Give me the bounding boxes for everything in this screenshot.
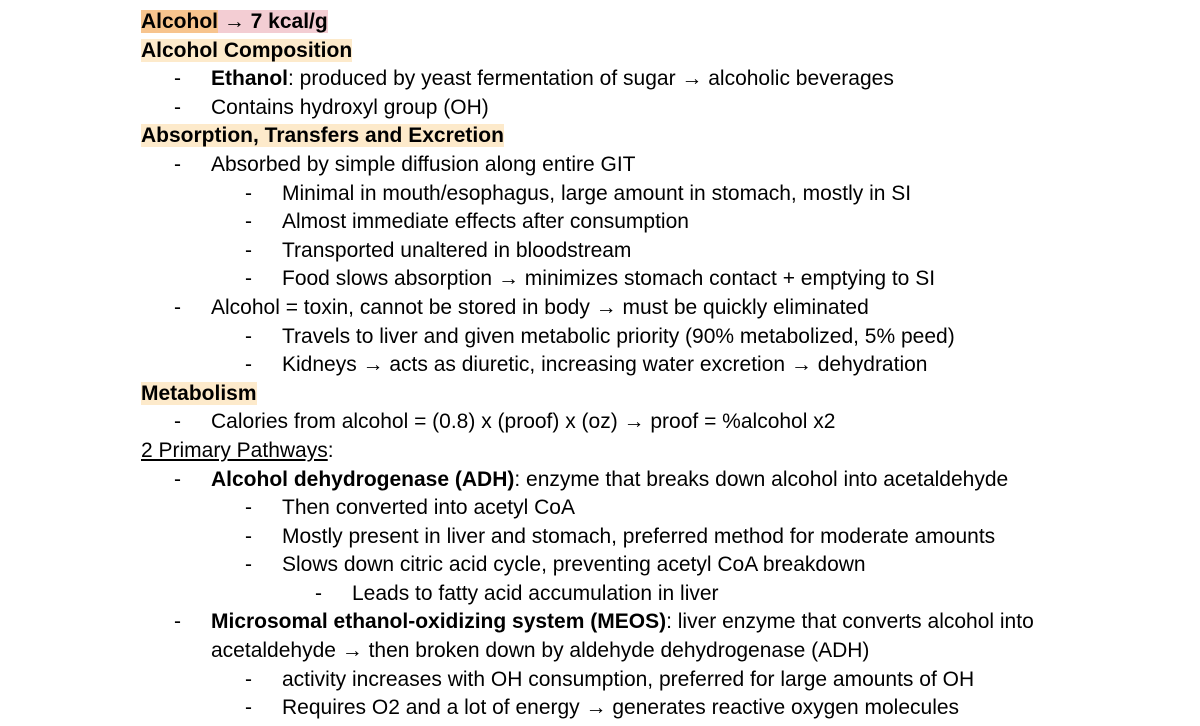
pathways-subheading — [0, 437, 1200, 466]
list-item — [0, 237, 1200, 266]
heading-metabolism-text: Metabolism — [141, 381, 257, 405]
title-line — [0, 8, 1200, 37]
bullet-dash: - — [245, 267, 252, 291]
meos-sub-text: Requires O2 and a lot of energy → generates reactive oxygen molecules — [282, 696, 960, 720]
bullet-dash: - — [174, 467, 181, 491]
bullet-dash: - — [245, 353, 252, 377]
calories-formula: Calories from alcohol = (0.8) x (proof) x (oz) → proof = %alcohol x2 — [211, 410, 836, 434]
list-item — [0, 351, 1200, 380]
heading-composition-text: Alcohol Composition — [141, 38, 353, 62]
list-item — [0, 580, 1200, 609]
meos-description-continued: acetaldehyde → then broken down by aldehyde dehydrogenase (ADH) — [211, 639, 870, 663]
heading-absorption — [0, 122, 1200, 151]
list-item — [0, 551, 1200, 580]
bullet-dash: - — [245, 324, 252, 348]
term-meos: Microsomal ethanol-oxidizing system (MEOS) — [211, 610, 667, 634]
diffusion-sub-text: Transported unaltered in bloodstream — [282, 238, 632, 262]
list-item — [0, 180, 1200, 209]
toxin-sub-text: Travels to liver and given metabolic priority (90% metabolized, 5% peed) — [282, 324, 955, 348]
diffusion-sub-text: Almost immediate effects after consumption — [282, 210, 689, 234]
list-item — [0, 323, 1200, 352]
bullet-dash: - — [245, 238, 252, 262]
title-energy: → 7 kcal/g — [218, 10, 328, 33]
bullet-dash: - — [174, 410, 181, 434]
adh-sub-text: Then converted into acetyl CoA — [282, 496, 575, 520]
bullet-dash: - — [245, 210, 252, 234]
list-item — [0, 265, 1200, 294]
bullet-dash: - — [174, 295, 181, 319]
list-item — [0, 666, 1200, 695]
list-item — [0, 94, 1200, 123]
pathways-label: 2 Primary Pathways — [141, 438, 328, 462]
heading-composition — [0, 37, 1200, 66]
toxin-text: Alcohol = toxin, cannot be stored in body → must be quickly eliminated — [211, 295, 869, 319]
bullet-dash: - — [245, 696, 252, 720]
toxin-sub-text: Kidneys → acts as diuretic, increasing water excretion → dehydration — [282, 353, 928, 377]
list-item — [0, 694, 1200, 723]
ethanol-description: : produced by yeast fermentation of sugar → alcoholic beverages — [288, 67, 894, 91]
bullet-dash: - — [245, 553, 252, 577]
adh-description: : enzyme that breaks down alcohol into acetaldehyde — [514, 467, 1009, 491]
list-item-continuation — [0, 637, 1200, 666]
bullet-dash: - — [245, 524, 252, 548]
meos-sub-text: activity increases with OH consumption, preferred for large amounts of OH — [282, 667, 975, 691]
heading-absorption-text: Absorption, Transfers and Excretion — [141, 124, 504, 148]
term-ethanol: Ethanol — [211, 67, 288, 91]
hydroxyl-text: Contains hydroxyl group (OH) — [211, 95, 489, 119]
list-item — [0, 151, 1200, 180]
list-item — [0, 494, 1200, 523]
diffusion-text: Absorbed by simple diffusion along entire GIT — [211, 152, 636, 176]
adh-sub-sub-text: Leads to fatty acid accumulation in liver — [352, 581, 719, 605]
diffusion-sub-text: Food slows absorption → minimizes stomach contact + emptying to SI — [282, 267, 936, 291]
bullet-dash: - — [245, 181, 252, 205]
list-item — [0, 466, 1200, 495]
bullet-dash: - — [315, 581, 322, 605]
list-item — [0, 408, 1200, 437]
list-item — [0, 65, 1200, 94]
pathways-colon: : — [327, 438, 334, 462]
list-item — [0, 608, 1200, 637]
list-item — [0, 523, 1200, 552]
bullet-dash: - — [174, 67, 181, 91]
bullet-dash: - — [174, 610, 181, 634]
adh-sub-text: Slows down citric acid cycle, preventing acetyl CoA breakdown — [282, 553, 866, 577]
document-page — [0, 8, 1200, 723]
heading-metabolism — [0, 380, 1200, 409]
term-adh: Alcohol dehydrogenase (ADH) — [211, 467, 515, 491]
list-item — [0, 208, 1200, 237]
list-item — [0, 294, 1200, 323]
bullet-dash: - — [245, 496, 252, 520]
meos-description: : liver enzyme that converts alcohol into — [666, 610, 1034, 634]
bullet-dash: - — [174, 152, 181, 176]
bullet-dash: - — [245, 667, 252, 691]
diffusion-sub-text: Minimal in mouth/esophagus, large amount in stomach, mostly in SI — [282, 181, 912, 205]
adh-sub-text: Mostly present in liver and stomach, preferred method for moderate amounts — [282, 524, 996, 548]
bullet-dash: - — [174, 95, 181, 119]
title-word: Alcohol — [141, 10, 218, 33]
